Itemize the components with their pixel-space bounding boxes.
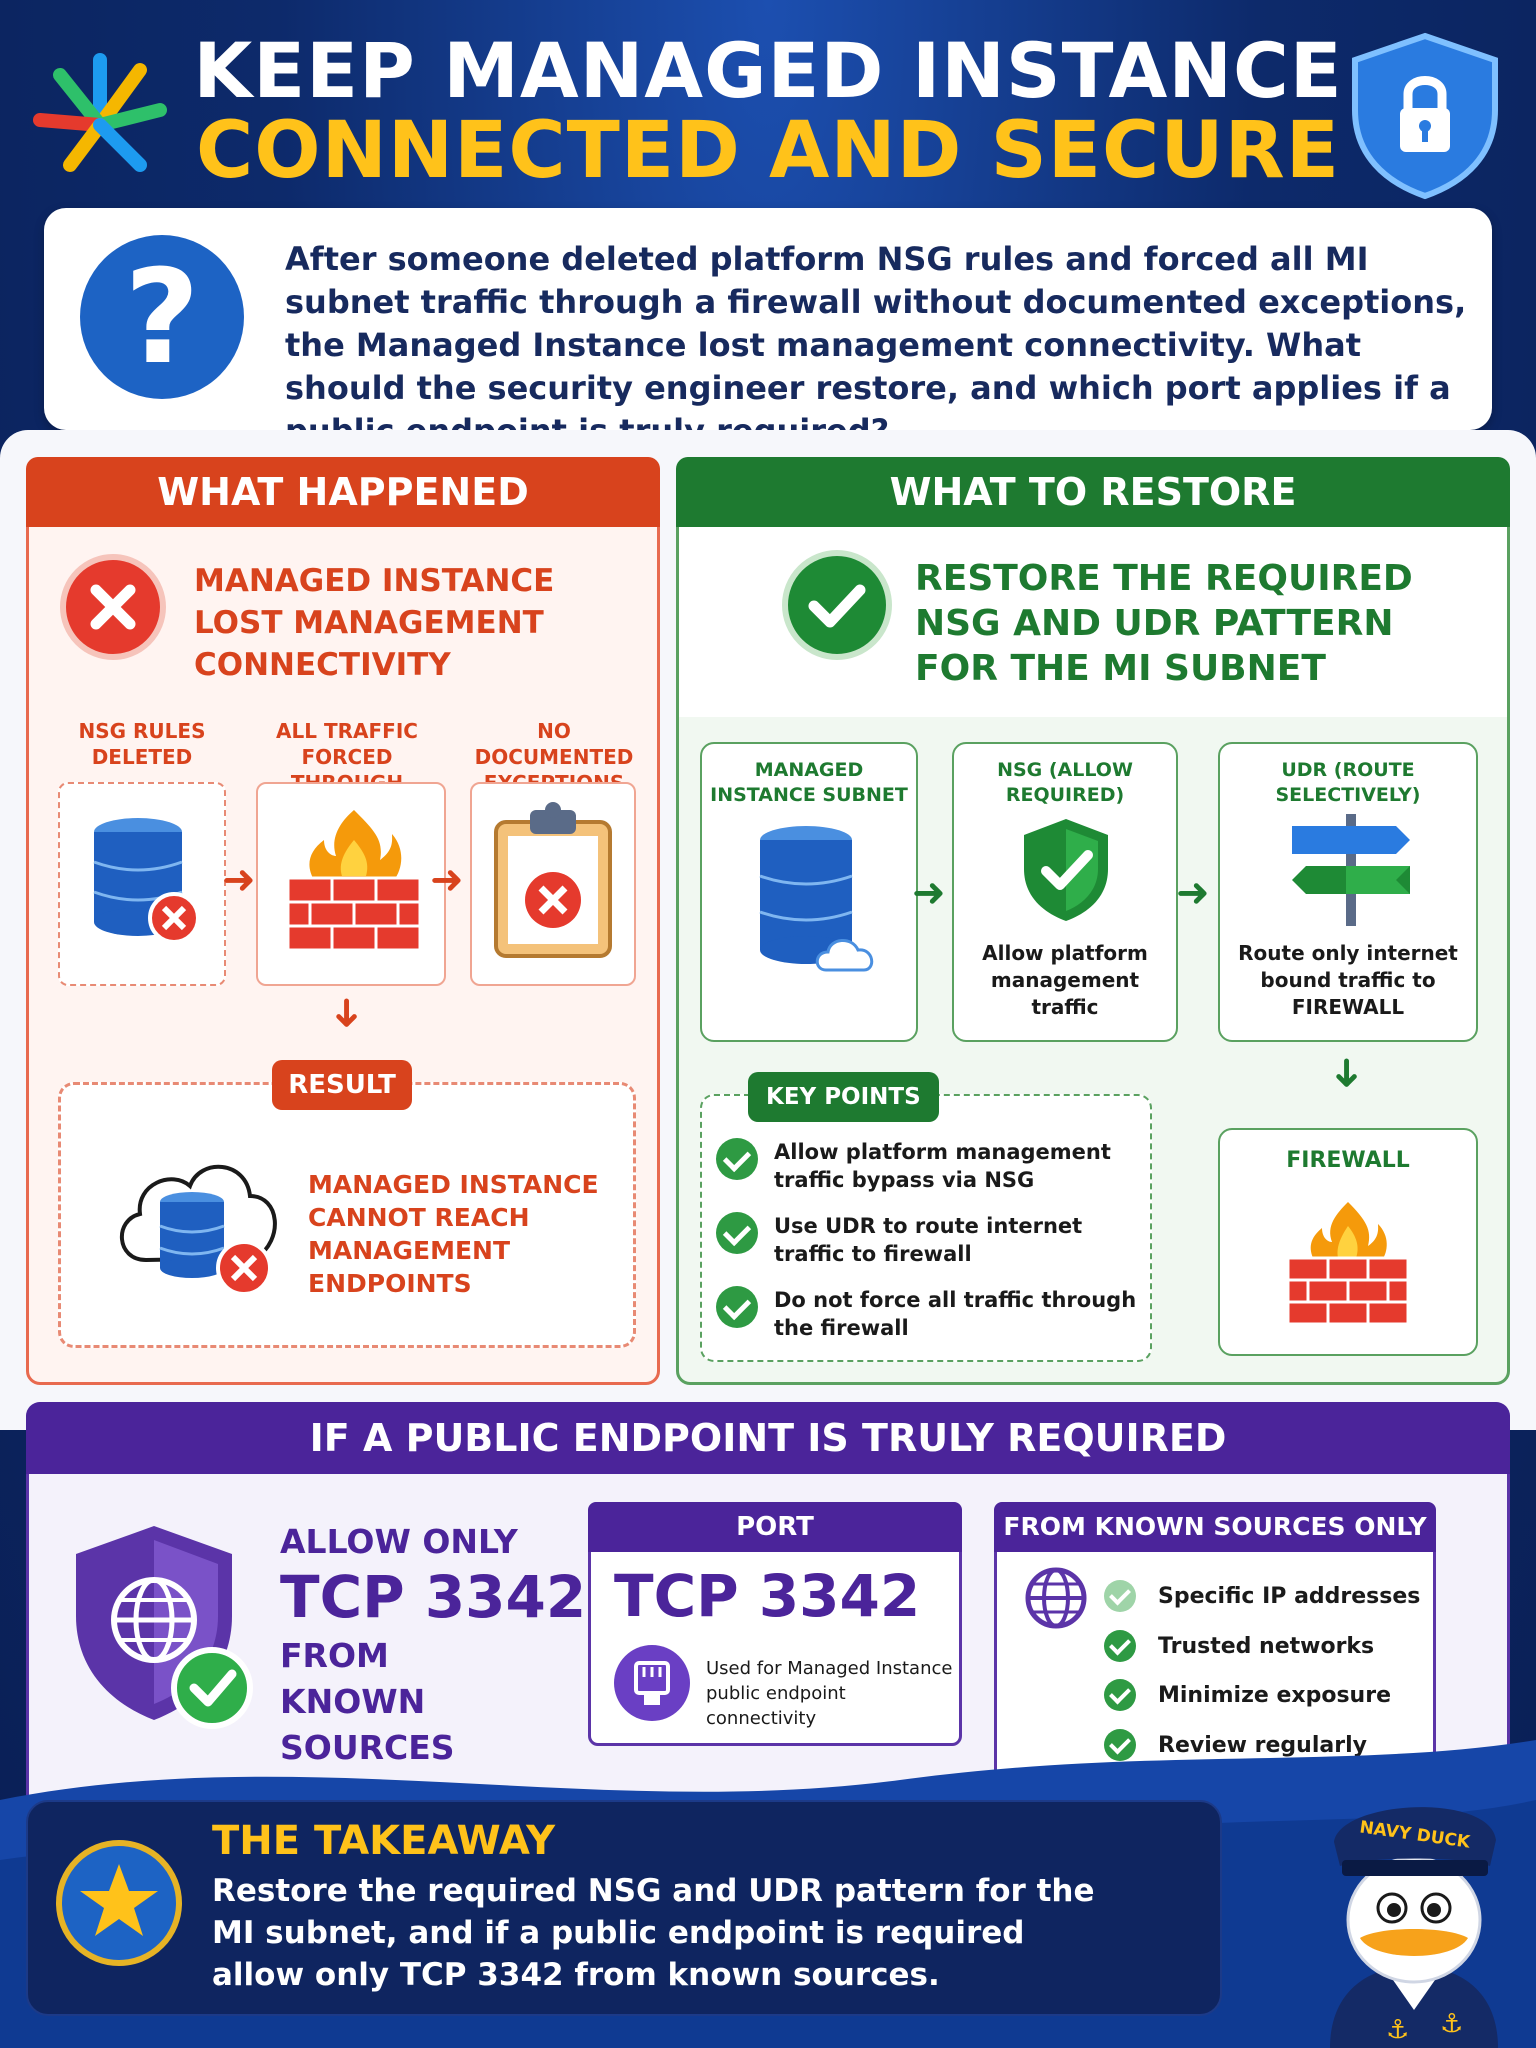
- result-tag: RESULT: [272, 1060, 412, 1110]
- error-x-icon: [60, 554, 166, 660]
- check-icon: [1104, 1679, 1136, 1711]
- key-point-item: [716, 1212, 1146, 1268]
- from-known-label: FROM KNOWN SOURCES: [280, 1636, 455, 1767]
- cloud-database-error-icon: [106, 1140, 286, 1300]
- database-cloud-icon: [752, 820, 882, 980]
- box-label-mi-subnet: MANAGED INSTANCE SUBNET: [710, 759, 908, 806]
- box-desc-nsg: Allow platform management traffic: [982, 941, 1148, 1019]
- arrow-down-icon: ➜: [1324, 1056, 1369, 1090]
- page-title-line1: KEEP MANAGED INSTANCE: [193, 26, 1343, 115]
- database-error-icon: [86, 812, 206, 952]
- what-to-restore-header: WHAT TO RESTORE: [676, 457, 1510, 527]
- ethernet-port-icon: [614, 1645, 690, 1721]
- source-text: Trusted networks: [1158, 1633, 1375, 1659]
- arrow-right-icon: ➜: [912, 871, 946, 915]
- step-label-nsg-deleted: NSG RULES DELETED: [78, 719, 206, 769]
- source-text: Specific IP addresses: [1158, 1583, 1421, 1609]
- arrow-down-icon: ➜: [324, 996, 369, 1030]
- mascot-hat-text: NAVY DUCK: [1358, 1817, 1472, 1853]
- takeaway-title: THE TAKEAWAY: [212, 1818, 556, 1864]
- key-point-text: Allow platform management traffic bypass via NSG: [774, 1140, 1111, 1192]
- port-header: PORT: [588, 1502, 962, 1552]
- key-point-item: [716, 1138, 1146, 1194]
- check-icon: [716, 1286, 758, 1328]
- question-text: After someone deleted platform NSG rules and forced all MI subnet traffic through a firewall without documented exceptions, the Managed Instance lost management connectivity. What should the security engineer restore, and which port applies if a: [285, 240, 1467, 407]
- port-value: TCP 3342: [614, 1562, 921, 1630]
- question-icon: ?: [80, 235, 244, 399]
- what-happened-headline: MANAGED INSTANCE LOST MANAGEMENT CONNECTIVITY: [194, 563, 555, 683]
- signpost-icon: [1286, 810, 1416, 930]
- check-icon: [1104, 1630, 1136, 1662]
- source-item: [1104, 1580, 1420, 1612]
- firewall-icon: [1286, 1196, 1410, 1326]
- navy-duck-mascot-icon: [1290, 1770, 1536, 2048]
- check-icon: [1104, 1580, 1136, 1612]
- takeaway-text: Restore the required NSG and UDR pattern for the MI subnet, and if a public endpoint is required allow only TCP 3342 from known sources.: [212, 1873, 1095, 1993]
- firewall-icon: [284, 800, 424, 960]
- shield-globe-icon: [68, 1520, 258, 1730]
- check-circle-icon: [782, 550, 892, 660]
- check-icon: [716, 1212, 758, 1254]
- key-point-text: Do not force all traffic through the firewall: [774, 1288, 1137, 1340]
- shield-check-icon: [1018, 815, 1114, 925]
- page-title-line2: CONNECTED AND SECURE: [196, 106, 1340, 196]
- globe-icon: [1024, 1566, 1088, 1630]
- svg-text:⚓: ⚓: [1386, 2015, 1410, 2045]
- firewall-label: FIREWALL: [1286, 1148, 1410, 1173]
- box-desc-udr: Route only internet bound traffic to FIREWALL: [1238, 941, 1458, 1019]
- box-label-udr: UDR (ROUTE SELECTIVELY): [1275, 759, 1421, 806]
- arrow-right-icon: ➜: [430, 858, 464, 902]
- arrow-right-icon: ➜: [222, 858, 256, 902]
- restore-headline: RESTORE THE REQUIRED NSG AND UDR PATTERN FOR THE MI SUBNET: [915, 558, 1413, 689]
- source-item: [1104, 1630, 1374, 1662]
- step-label-no-exceptions: NO DOCUMENTED: [474, 719, 634, 769]
- star-icon: [56, 1840, 182, 1966]
- step-label-traffic-forced: ALL TRAFFIC FORCED: [276, 719, 418, 769]
- result-text: MANAGED INSTANCE CANNOT REACH MANAGEMENT ENDPOINTS: [308, 1170, 599, 1298]
- public-endpoint-header: IF A PUBLIC ENDPOINT IS TRULY REQUIRED: [26, 1402, 1510, 1474]
- arrow-right-icon: ➜: [1176, 871, 1210, 915]
- key-point-item: [716, 1286, 1146, 1342]
- box-label-nsg: NSG (ALLOW REQUIRED): [997, 759, 1133, 806]
- port-description: Used for Managed Instance public endpoint connectivity: [706, 1658, 953, 1729]
- check-icon: [716, 1138, 758, 1180]
- clipboard-error-icon: [490, 800, 616, 960]
- what-happened-header: WHAT HAPPENED: [26, 457, 660, 527]
- source-item: [1104, 1679, 1391, 1711]
- known-sources-header: FROM KNOWN SOURCES ONLY: [994, 1502, 1436, 1552]
- source-text: Review regularly: [1158, 1732, 1367, 1758]
- source-text: Minimize exposure: [1158, 1682, 1391, 1708]
- svg-text:⚓: ⚓: [1440, 2009, 1464, 2039]
- key-point-text: Use UDR to route internet traffic to firewall: [774, 1214, 1083, 1266]
- shield-lock-icon: [1345, 30, 1505, 200]
- key-points-tag: KEY POINTS: [748, 1072, 939, 1122]
- allow-only-label: ALLOW ONLY: [280, 1522, 518, 1561]
- allow-tcp-value: TCP 3342: [280, 1563, 587, 1631]
